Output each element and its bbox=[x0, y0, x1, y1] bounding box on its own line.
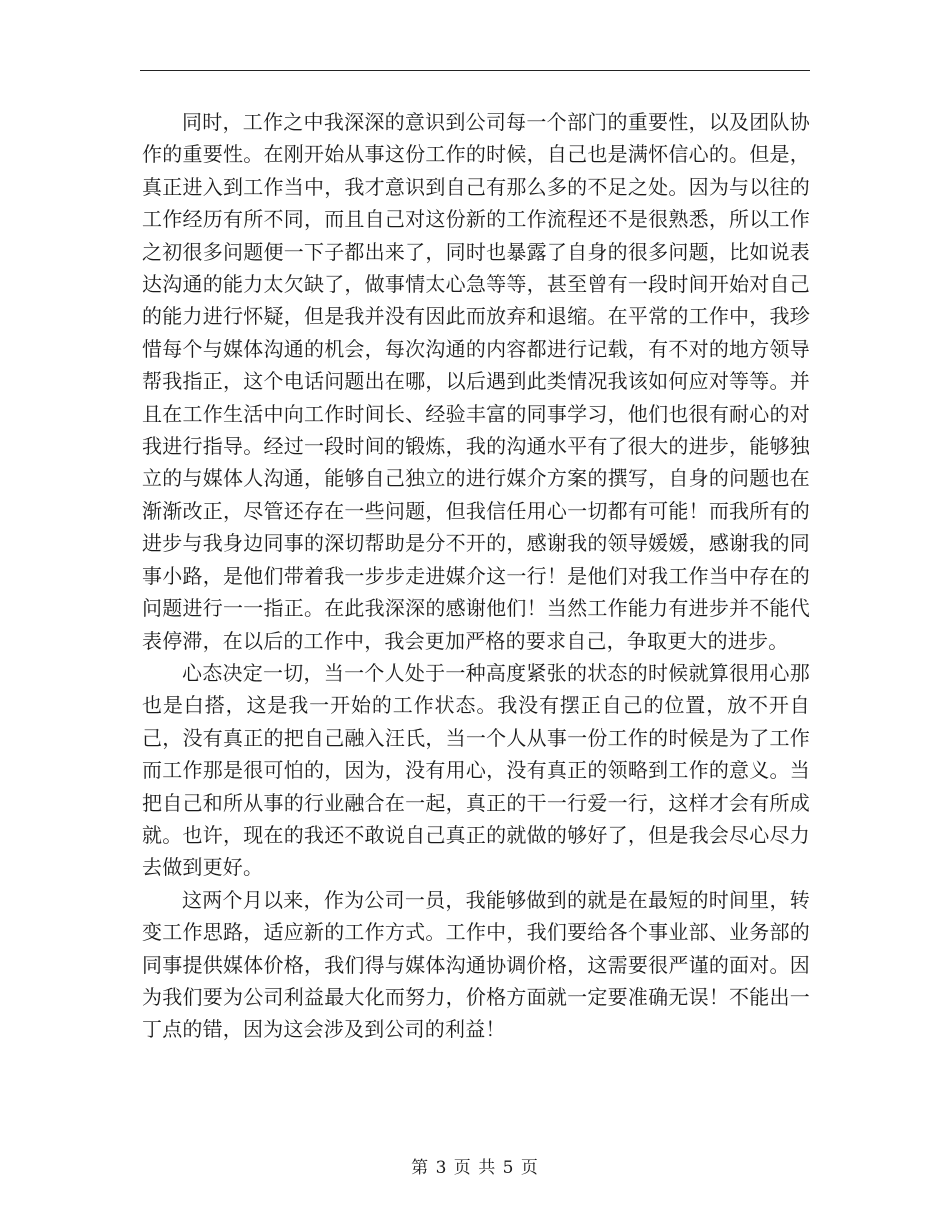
header-rule bbox=[140, 70, 810, 71]
paragraph: 同时，工作之中我深深的意识到公司每一个部门的重要性，以及团队协作的重要性。在刚开始从事这份工作的时候，自己也是满怀信心的。但是，真正进入到工作当中，我才意识到自己有那么多的不足之处。因为与以往的工作经历有所不同，而且自己对这份新的工作流程还不是很熟悉，所以工作之初很多问题便一下子都出来了，同时也暴露了自身的很多问题，比如说表达沟通的能力太欠缺了，做事情太心急等等，甚至曾有一段时间开始对自己的能力进行怀疑，但是我并没有因此而放弃和退缩。在平常的工作中，我珍惜每个与媒体沟通的机会，每次沟通的内容都进行记载，有不对的地方领导帮我指正，这个电话问题出在哪，以后遇到此类情况我该如何应对等等。并且在工作生活中向工作时间长、经验丰富的同事学习，他们也很有耐心的对我进行指导。经过一段时间的锻炼，我的沟通水平有了很大的进步，能够独立的与媒体人沟通，能够自己独立的进行媒介方案的撰写，自身的问题也在渐渐改正，尽管还存在一些问题，但我信任用心一切都有可能！而我所有的进步与我身边同事的深切帮助是分不开的，感谢我的领导媛媛，感谢我的同事小路，是他们带着我一步步走进媒介这一行！是他们对我工作当中存在的问题进行一一指正。在此我深深的感谢他们！当然工作能力有进步并不能代表停滞，在以后的工作中，我会更加严格的要求自己，争取更大的进步。 bbox=[142, 110, 810, 653]
paragraph: 心态决定一切，当一个人处于一种高度紧张的状态的时候就算很用心那也是白搭，这是我一开始的工作状态。我没有摆正自己的位置，放不开自己，没有真正的把自己融入汪氏，当一个人从事一份工作的时候是为了工作而工作那是很可怕的，因为，没有用心，没有真正的领略到工作的意义。当把自己和所从事的行业融合在一起，真正的干一行爱一行，这样才会有所成就。也许，现在的我还不敢说自己真正的就做的够好了，但是我会尽心尽力去做到更好。 bbox=[142, 660, 810, 880]
paragraph: 这两个月以来，作为公司一员，我能够做到的就是在最短的时间里，转变工作思路，适应新的工作方式。工作中，我们要给各个事业部、业务部的同事提供媒体价格，我们得与媒体沟通协调价格，这需要很严谨的面对。因为我们要为公司利益最大化而努力，价格方面就一定要准确无误！不能出一丁点的错，因为这会涉及到公司的利益！ bbox=[142, 887, 810, 1042]
document-body bbox=[142, 106, 810, 1046]
page-number: 第 3 页 共 5 页 bbox=[411, 1158, 539, 1178]
